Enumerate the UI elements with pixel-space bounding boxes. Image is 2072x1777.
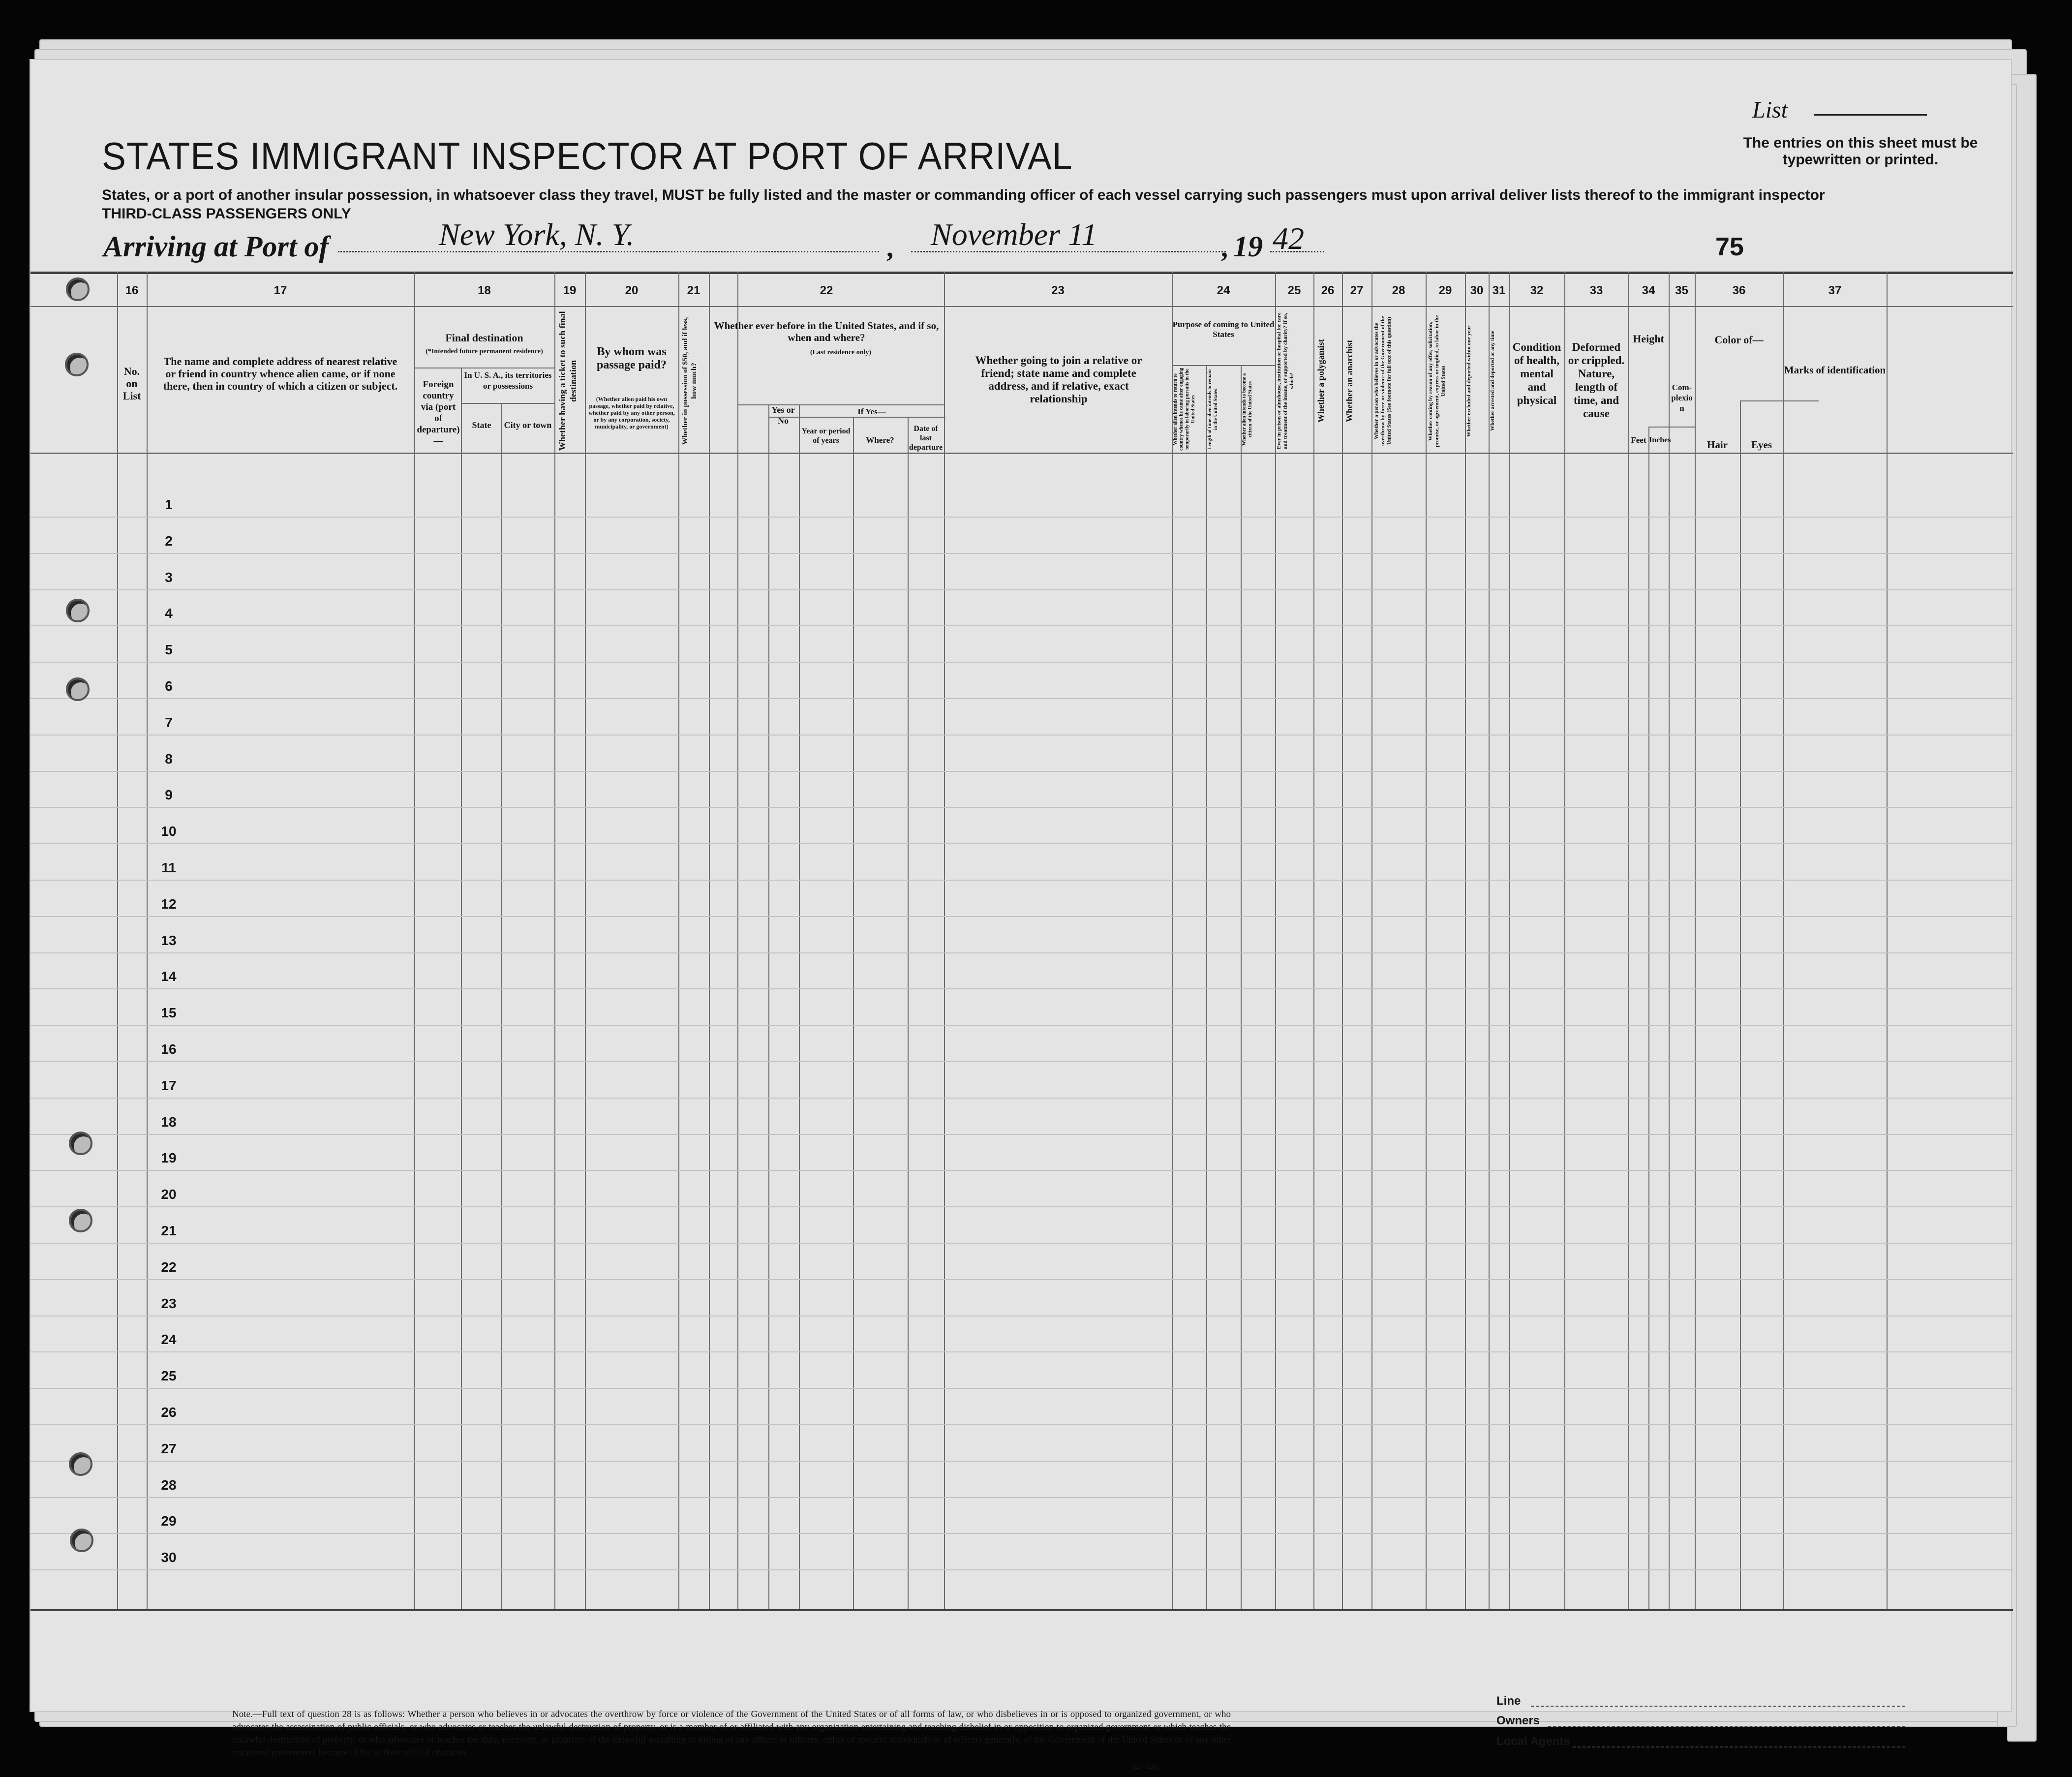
header-ticket: Whether having a ticket to such final destination bbox=[557, 311, 578, 451]
col-number: 30 bbox=[1470, 284, 1484, 297]
col-number: 34 bbox=[1642, 284, 1655, 297]
header-overthrow: Whether a person who believes in or advocates the overthrow by force or violence of the Government of the United States (See footnote for full text of this question) bbox=[1373, 316, 1392, 446]
header-bottom-rule bbox=[30, 453, 2013, 454]
col-number: 31 bbox=[1492, 284, 1506, 297]
header-fifty-dollars: Whether in possession of $50, and if less, how much? bbox=[681, 317, 698, 445]
header-year-period: Year or period of years bbox=[801, 427, 851, 445]
row-number: 30 bbox=[161, 1550, 177, 1565]
header-final-destination-sub: (*Intended future permanent residence) bbox=[426, 348, 543, 355]
row-number: 4 bbox=[165, 606, 173, 621]
header-ever-before: Whether ever before in the United States, and if so, when and where? bbox=[714, 320, 939, 343]
col-number: 37 bbox=[1828, 284, 1842, 297]
row-number: 18 bbox=[161, 1114, 177, 1130]
subrule bbox=[1648, 427, 1695, 428]
row-rule bbox=[30, 698, 2013, 699]
col-number: 35 bbox=[1675, 284, 1688, 297]
table-bottom-rule bbox=[30, 1609, 2013, 1611]
port-handwritten: New York, N. Y. bbox=[439, 217, 635, 252]
row-rule bbox=[30, 1424, 2013, 1425]
header-purpose-a: Whether alien intends to return to country whence he came after engaging temporarily in laboring pursuits in the United States bbox=[1173, 368, 1196, 451]
header-deformed: Deformed or crippled. Nature, length of time, and cause bbox=[1568, 341, 1625, 420]
header-polygamist: Whether a polygamist bbox=[1316, 339, 1326, 423]
header-labor-offer: Whether coming by reason of any offer, solicitation, promise, or agreement, express or implied, to labor in the United States bbox=[1428, 315, 1446, 447]
row-number: 23 bbox=[161, 1295, 177, 1311]
col-number: 17 bbox=[274, 284, 287, 297]
binder-hole-icon bbox=[66, 677, 90, 701]
year-prefix: 19 bbox=[1233, 230, 1263, 263]
header-passage-paid: By whom was passage paid? bbox=[596, 345, 667, 371]
header-prison: Ever in prison or almshouse, institution or hospital for care and treatment of the insane, or supported by charity? If so, which? bbox=[1276, 312, 1295, 450]
column-rule bbox=[554, 272, 555, 1609]
binder-hole-icon bbox=[69, 1452, 92, 1476]
agents-label: Local Agents bbox=[1496, 1735, 1570, 1748]
column-rule bbox=[1628, 272, 1629, 1609]
binder-hole-icon bbox=[69, 1209, 92, 1232]
row-rule bbox=[30, 553, 2013, 554]
column-rule bbox=[501, 403, 502, 1609]
row-rule bbox=[30, 1098, 2013, 1099]
header-feet-label: Feet bbox=[1631, 435, 1646, 445]
col-number: 18 bbox=[478, 284, 491, 297]
row-rule bbox=[30, 1461, 2013, 1462]
subrule bbox=[461, 403, 554, 404]
colnum-rule bbox=[30, 306, 2013, 307]
row-number: 9 bbox=[165, 787, 173, 803]
binder-hole-icon bbox=[66, 599, 90, 622]
row-rule bbox=[30, 1025, 2013, 1026]
row-rule bbox=[30, 1497, 2013, 1498]
header-purpose-b: Length of time alien intends to remain in the United States bbox=[1207, 369, 1219, 450]
header-arrested: Whether arrested and deported at any time bbox=[1490, 331, 1495, 431]
column-rule bbox=[1887, 272, 1888, 1609]
owners-label: Owners bbox=[1496, 1714, 1540, 1727]
row-rule bbox=[30, 771, 2013, 772]
row-number: 15 bbox=[161, 1005, 177, 1021]
row-rule bbox=[30, 1243, 2013, 1244]
col-number: 25 bbox=[1287, 284, 1301, 297]
column-rule bbox=[737, 272, 738, 1609]
agents-signature bbox=[1573, 1746, 1905, 1747]
column-rule bbox=[117, 272, 118, 1609]
header-state: State bbox=[472, 420, 491, 430]
binder-hole-icon bbox=[65, 353, 89, 376]
column-rule bbox=[799, 404, 800, 1609]
subrule bbox=[1740, 400, 1819, 401]
manifest-sheet bbox=[30, 59, 2012, 1771]
column-rule bbox=[1564, 272, 1565, 1609]
row-rule bbox=[30, 1279, 2013, 1280]
row-number: 22 bbox=[161, 1259, 177, 1275]
row-rule bbox=[30, 625, 2013, 626]
comma: , bbox=[1221, 233, 1228, 263]
header-passage-paid-sub: (Whether alien paid his own passage, whether paid by relative, whether paid by any other person, or by any corporation, society, municipality, or government) bbox=[588, 396, 675, 430]
table-top-rule bbox=[30, 272, 2013, 274]
row-number: 17 bbox=[161, 1077, 177, 1093]
typewritten-note: The entries on this sheet must be typewritten or printed. bbox=[1743, 135, 1978, 168]
row-rule bbox=[30, 1061, 2013, 1062]
row-rule bbox=[30, 1351, 2013, 1352]
row-number: 8 bbox=[165, 751, 173, 766]
column-rule bbox=[1313, 272, 1314, 1609]
column-rule bbox=[768, 404, 769, 1609]
column-rule bbox=[414, 272, 415, 1609]
col-number: 21 bbox=[687, 284, 701, 297]
header-excluded: Whether excluded and deported within one year bbox=[1466, 325, 1472, 437]
column-rule bbox=[1465, 272, 1466, 1609]
column-rule bbox=[1371, 272, 1372, 1609]
header-yes-or-no: Yes or No bbox=[771, 405, 795, 426]
header-inches-label: Inches bbox=[1649, 436, 1671, 444]
year-line bbox=[1270, 251, 1324, 252]
col-number: 27 bbox=[1350, 284, 1364, 297]
row-number: 26 bbox=[161, 1405, 177, 1420]
header-if-yes: If Yes— bbox=[857, 407, 886, 416]
row-number: 2 bbox=[165, 533, 173, 549]
header-eyes: Eyes bbox=[1751, 439, 1772, 451]
column-rule bbox=[585, 272, 586, 1609]
header-final-destination: Final destination bbox=[445, 332, 523, 344]
column-rule bbox=[1509, 272, 1510, 1609]
column-rule bbox=[908, 417, 909, 1609]
header-where: Where? bbox=[866, 435, 894, 445]
row-rule bbox=[30, 807, 2013, 808]
row-rule bbox=[30, 1134, 2013, 1135]
binder-hole-icon bbox=[70, 1529, 93, 1552]
col-number: 22 bbox=[820, 284, 833, 297]
header-purpose-c: Whether alien intends to become a citizen of the United States bbox=[1242, 373, 1253, 446]
row-rule bbox=[30, 952, 2013, 953]
row-number: 5 bbox=[165, 642, 173, 658]
row-rule bbox=[30, 1533, 2013, 1534]
header-last-residence: (Last residence only) bbox=[810, 349, 872, 356]
form-number: 14—430 bbox=[1132, 1763, 1158, 1771]
row-number: 13 bbox=[161, 932, 177, 948]
list-label: List bbox=[1752, 97, 1788, 123]
header-height: Height bbox=[1633, 333, 1664, 345]
row-number: 3 bbox=[165, 569, 173, 585]
column-rule bbox=[678, 272, 679, 1609]
column-rule bbox=[853, 417, 854, 1609]
header-complexion: Com-plexion bbox=[1671, 383, 1693, 413]
column-rule bbox=[1740, 400, 1741, 1609]
year-handwritten: 42 bbox=[1273, 221, 1304, 256]
row-rule bbox=[30, 916, 2013, 917]
column-rule bbox=[1669, 272, 1670, 1609]
row-number: 7 bbox=[165, 714, 173, 730]
row-number: 1 bbox=[165, 497, 173, 512]
row-number: 24 bbox=[161, 1332, 177, 1348]
col-number: 23 bbox=[1051, 284, 1065, 297]
col-number: 24 bbox=[1217, 284, 1230, 297]
col-number: 19 bbox=[563, 284, 577, 297]
footnote: Note.—Full text of question 28 is as follows: Whether a person who believes in or advocates the overthrow by force or violence of the Government of the United States or of all forms of law, or who disbelieves in or is opposed to organized government, or who advocates the assassination of public officials, or who advocates or teaches the unlawful destruction of property, or is a member of or affiliated with any organization entertaining and teaching disbelief in or opposition to organized government or which teaches the unlawful destruction of property, or who advocates or teaches the duty, necessity, or propriety of the unlawful assaulting or killing of any officer or officers, either of specific individuals or of officers generally, of the Government of the United States or of any other organized government because of his or their official character. bbox=[232, 1709, 1231, 1758]
row-number: 28 bbox=[161, 1477, 177, 1493]
header-join-relative: Whether going to join a relative or friend; state name and complete address, and if relative, exact relationship bbox=[975, 354, 1142, 405]
col-number: 33 bbox=[1589, 284, 1603, 297]
column-rule bbox=[1648, 427, 1649, 1609]
header-marks: Marks of identification bbox=[1784, 364, 1886, 376]
row-rule bbox=[30, 880, 2013, 881]
row-number: 29 bbox=[161, 1513, 177, 1529]
header-health: Condition of health, mental and physical bbox=[1512, 341, 1561, 406]
column-rule bbox=[944, 272, 945, 1609]
header-purpose: Purpose of coming to United States bbox=[1172, 320, 1275, 339]
column-rule bbox=[1206, 365, 1207, 1609]
row-number: 11 bbox=[161, 860, 176, 875]
row-number: 21 bbox=[161, 1223, 177, 1238]
header-color-of: Color of— bbox=[1714, 334, 1764, 346]
header-city: City or town bbox=[504, 420, 552, 430]
row-rule bbox=[30, 1170, 2013, 1171]
column-rule bbox=[1489, 272, 1490, 1609]
row-number: 14 bbox=[161, 969, 177, 984]
subrule bbox=[1172, 365, 1275, 366]
row-number: 12 bbox=[161, 896, 177, 912]
col-number: 32 bbox=[1530, 284, 1544, 297]
header-nearest-relative: The name and complete address of nearest relative or friend in country whence alien came, or if none there, then in country of which a citizen or subject. bbox=[163, 355, 398, 392]
col-number: 26 bbox=[1321, 284, 1335, 297]
owners-signature bbox=[1548, 1726, 1905, 1727]
column-rule bbox=[1241, 365, 1242, 1609]
row-rule bbox=[30, 589, 2013, 590]
column-rule bbox=[709, 272, 710, 1609]
row-number: 20 bbox=[161, 1187, 177, 1202]
row-rule bbox=[30, 1206, 2013, 1207]
column-rule bbox=[1783, 272, 1784, 1609]
date-handwritten: November 11 bbox=[931, 217, 1097, 252]
line-signature bbox=[1531, 1706, 1905, 1707]
column-rule bbox=[1275, 272, 1276, 1609]
column-rule bbox=[1172, 272, 1173, 1609]
page-number: 75 bbox=[1715, 233, 1744, 261]
row-number: 27 bbox=[161, 1440, 177, 1456]
col-number: 16 bbox=[125, 284, 139, 297]
row-rule bbox=[30, 1316, 2013, 1317]
list-line bbox=[1814, 114, 1927, 116]
header-anarchist: Whether an anarchist bbox=[1344, 339, 1354, 423]
col-number: 29 bbox=[1438, 284, 1452, 297]
column-rule bbox=[1695, 272, 1696, 1609]
col-number: 20 bbox=[625, 284, 639, 297]
row-rule bbox=[30, 517, 2013, 518]
col-number: 28 bbox=[1392, 284, 1405, 297]
row-number: 6 bbox=[165, 678, 173, 694]
instruction-text: States, or a port of another insular possession, in whatsoever class they travel, MUST be fully listed and the master or commanding officer of each vessel carrying such passengers must upon arrival deliver lists thereof to the immigrant inspector THIRD-CLASS PASSENGERS ONLY bbox=[102, 187, 1825, 222]
header-hair: Hair bbox=[1707, 439, 1728, 451]
page-title: STATES IMMIGRANT INSPECTOR AT PORT OF ARRIVAL bbox=[102, 134, 1073, 178]
header-no-on-list: No. on List bbox=[122, 365, 141, 402]
col-number: 36 bbox=[1732, 284, 1746, 297]
row-number: 19 bbox=[161, 1150, 177, 1166]
comma: , bbox=[886, 233, 893, 263]
row-rule bbox=[30, 1388, 2013, 1389]
header-in-usa: In U. S. A., its territories or possessions bbox=[464, 370, 552, 391]
column-rule bbox=[1342, 272, 1343, 1609]
row-rule bbox=[30, 662, 2013, 663]
row-rule bbox=[30, 988, 2013, 989]
row-number: 16 bbox=[161, 1042, 177, 1057]
row-number: 10 bbox=[161, 824, 177, 839]
row-rule bbox=[30, 1569, 2013, 1570]
header-date-departure: Date of last departure bbox=[909, 425, 943, 452]
arriving-label: Arriving at Port of bbox=[103, 230, 329, 263]
row-number: 25 bbox=[161, 1368, 177, 1384]
column-rule bbox=[1426, 272, 1427, 1609]
binder-hole-icon bbox=[66, 277, 90, 301]
line-label: Line bbox=[1496, 1694, 1521, 1708]
row-rule bbox=[30, 843, 2013, 844]
binder-hole-icon bbox=[69, 1132, 92, 1155]
header-foreign-country: Foreign country via (port of departure)— bbox=[417, 379, 460, 446]
